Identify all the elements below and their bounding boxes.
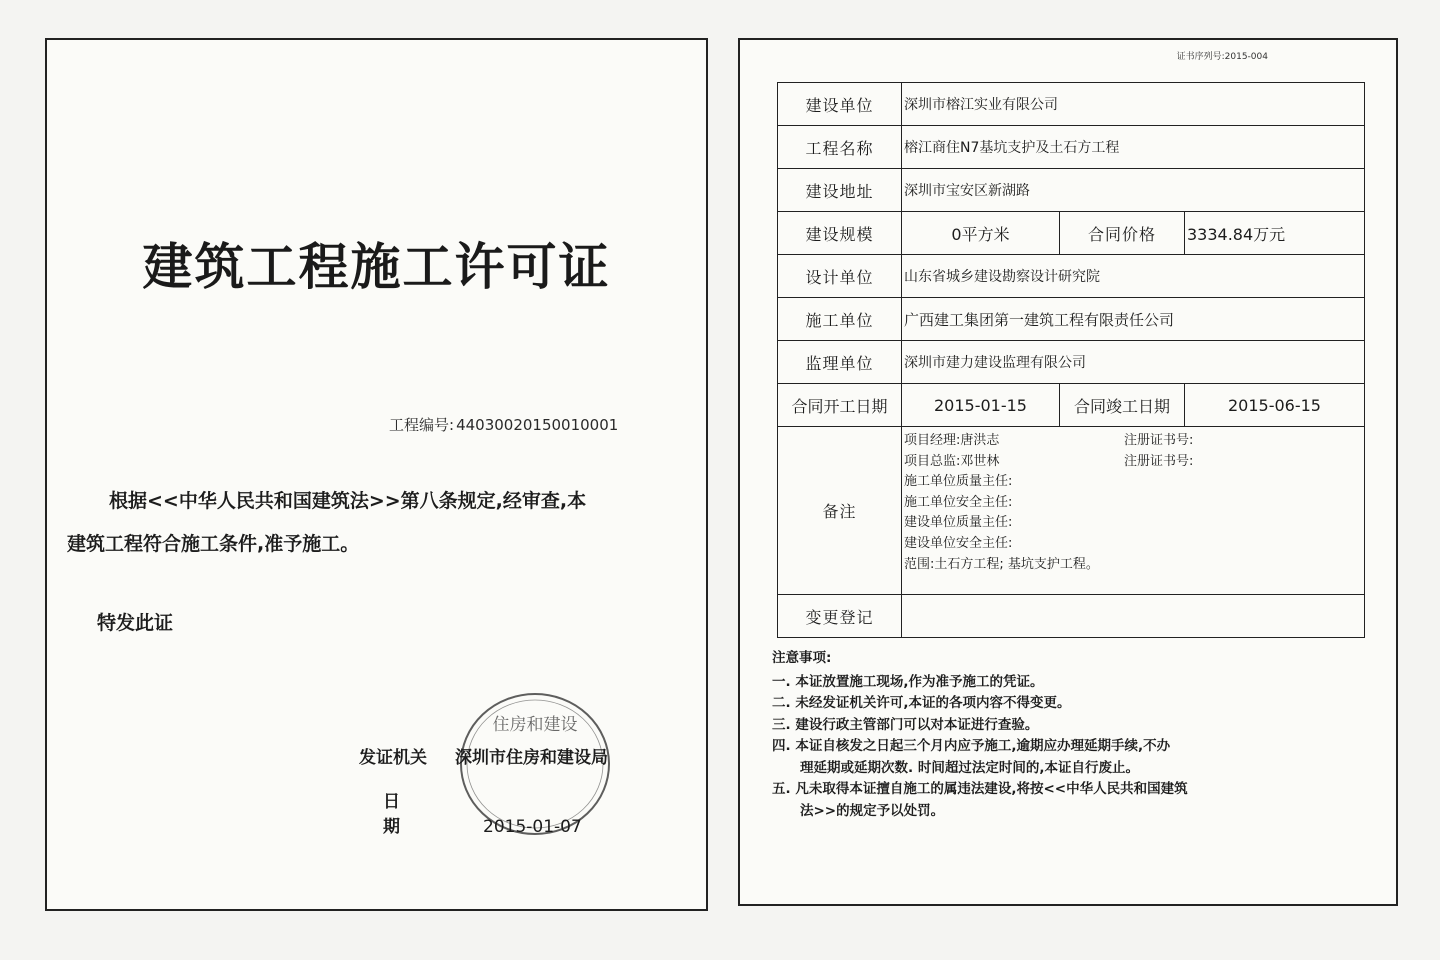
issuer-label: 发证机关 <box>359 748 427 768</box>
supervisor-label: 监理单位 <box>778 341 902 384</box>
constructor-label: 施工单位 <box>778 298 902 341</box>
scale-value: 0平方米 <box>902 212 1060 255</box>
note-item: 一. 本证放置施工现场,作为准予施工的凭证。 <box>772 673 1044 690</box>
remark-line: 建设单位质量主任: <box>904 515 1013 531</box>
notes-section <box>772 648 1372 822</box>
remark-line: 建设单位安全主任: <box>904 535 1013 551</box>
table-row <box>778 298 1365 341</box>
serial-number: 证书序列号:2015-004 <box>1176 52 1268 62</box>
table-row <box>778 83 1365 126</box>
project-number-value: 44030020150010001 <box>456 416 619 434</box>
project-number-label: 工程编号: <box>389 416 455 434</box>
certificate-cover-page <box>45 38 708 911</box>
table-row <box>778 126 1365 169</box>
project-manager-cert: 注册证书号: <box>1124 433 1194 448</box>
issuer-value: 深圳市住房和建设局 <box>455 748 608 768</box>
remark-line <box>904 452 1362 473</box>
project-name-value: 榕江商住N7基坑支护及土石方工程 <box>902 126 1365 169</box>
builder-value: 深圳市榕江实业有限公司 <box>902 83 1365 126</box>
change-record-label: 变更登记 <box>778 595 902 638</box>
scale-label: 建设规模 <box>778 212 902 255</box>
certificate-statement <box>67 480 627 566</box>
remarks-label: 备注 <box>778 427 902 595</box>
table-row <box>778 169 1365 212</box>
issuing-authority <box>359 743 608 768</box>
certificate-title: 建筑工程施工许可证 <box>142 238 611 296</box>
price-label: 合同价格 <box>1060 212 1185 255</box>
table-row <box>778 384 1365 427</box>
seal-text: 住房和建设 <box>492 715 578 735</box>
remark-line: 范围:土石方工程; 基坑支护工程。 <box>904 556 1099 572</box>
table-row <box>778 341 1365 384</box>
designer-value: 山东省城乡建设勘察设计研究院 <box>902 255 1365 298</box>
project-manager: 项目经理:唐洪志 <box>904 433 1000 448</box>
chief-supervisor-cert: 注册证书号: <box>1124 453 1194 469</box>
note-item-continued: 法>>的规定予以处罚。 <box>800 802 945 819</box>
project-info-table <box>777 82 1365 638</box>
note-item: 二. 未经发证机关许可,本证的各项内容不得变更。 <box>772 695 1071 711</box>
certificate-details-page <box>738 38 1398 906</box>
notes-heading: 注意事项: <box>772 650 832 666</box>
end-date-value: 2015-06-15 <box>1185 384 1365 427</box>
statement-line-1: 根据<<中华人民共和国建筑法>>第八条规定,经审查,本 <box>109 490 587 512</box>
designer-label: 设计单位 <box>778 255 902 298</box>
note-item: 五. 凡未取得本证擅自施工的属违法建设,将按<<中华人民共和国建筑 <box>772 781 1188 797</box>
address-label: 建设地址 <box>778 169 902 212</box>
special-issue-text: 特发此证 <box>97 612 174 634</box>
issue-date <box>383 787 582 837</box>
date-label: 日期 <box>383 792 438 837</box>
table-row <box>778 255 1365 298</box>
project-name-label: 工程名称 <box>778 126 902 169</box>
note-item: 三. 建设行政主管部门可以对本证进行查验。 <box>772 716 1039 733</box>
note-item: 四. 本证自核发之日起三个月内应予施工,逾期应办理延期手续,不办 <box>772 738 1171 754</box>
table-row <box>778 212 1365 255</box>
remarks-content <box>902 427 1365 595</box>
table-row <box>778 595 1365 638</box>
address-value: 深圳市宝安区新湖路 <box>902 169 1365 212</box>
change-record-value <box>902 595 1365 638</box>
end-date-label: 合同竣工日期 <box>1060 384 1185 427</box>
statement-line-2: 建筑工程符合施工条件,准予施工。 <box>67 533 360 555</box>
table-row <box>778 427 1365 595</box>
builder-label: 建设单位 <box>778 83 902 126</box>
price-value: 3334.84万元 <box>1185 212 1365 255</box>
supervisor-value: 深圳市建力建设监理有限公司 <box>902 341 1365 384</box>
remark-line: 施工单位安全主任: <box>904 494 1013 510</box>
project-number <box>387 414 618 435</box>
start-date-label: 合同开工日期 <box>778 384 902 427</box>
note-item-continued: 理延期或延期次数. 时间超过法定时间的,本证自行废止。 <box>800 759 1139 776</box>
date-value: 2015-01-07 <box>483 817 582 837</box>
remark-line: 施工单位质量主任: <box>904 474 1013 490</box>
remark-line <box>904 431 1362 452</box>
start-date-value: 2015-01-15 <box>902 384 1060 427</box>
chief-supervisor: 项目总监:邓世林 <box>904 453 1000 469</box>
constructor-value: 广西建工集团第一建筑工程有限责任公司 <box>902 298 1365 341</box>
